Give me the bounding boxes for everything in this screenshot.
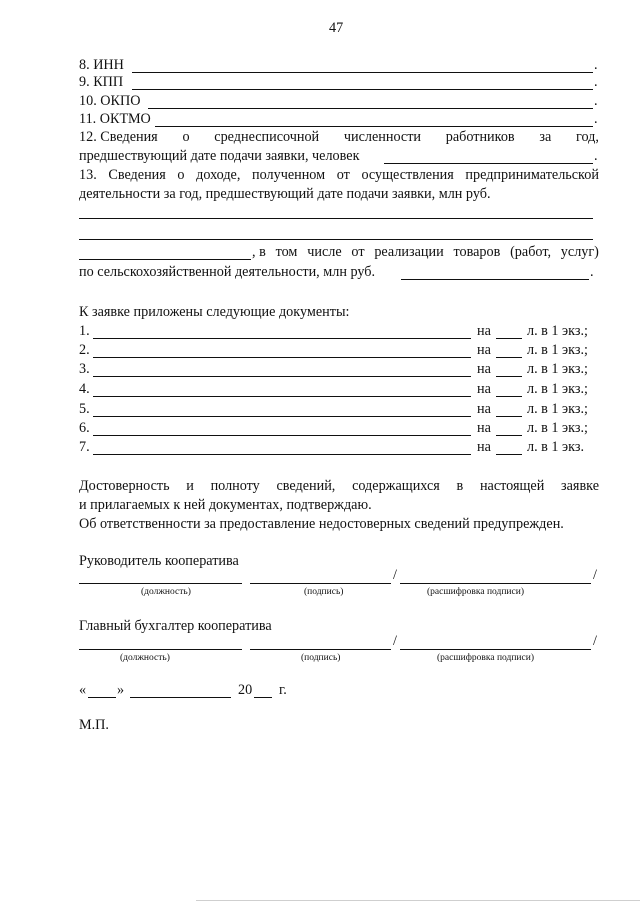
head-slash-2: / (593, 567, 597, 583)
documents-heading: К заявке приложены следующие документы: (79, 304, 350, 320)
accountant-decoding-caption: (расшифровка подписи) (437, 653, 534, 663)
inn-line (132, 72, 593, 73)
kpp-label: 9. КПП (79, 74, 124, 90)
item12-line1: 12. Сведения о среднесписочной численности работников за год, (79, 129, 599, 145)
head-position-line (79, 583, 242, 584)
kpp-line (132, 89, 593, 90)
confirmation-line2: и прилагаемых к ней документах, подтверждаю. (79, 497, 372, 513)
oktmo-period: . (594, 111, 598, 127)
okpo-period: . (594, 93, 598, 109)
oktmo-label: 11. ОКТМО (79, 111, 151, 127)
accountant-signature-line (250, 649, 391, 650)
agri-income-line (401, 279, 589, 280)
head-position-caption: (должность) (141, 587, 191, 597)
accountant-position-caption: (должность) (120, 653, 170, 663)
head-signature-line (250, 583, 391, 584)
item13-line3: , в том числе от реализации товаров (работ, услуг) (252, 244, 599, 260)
income-line-2 (79, 239, 593, 240)
confirmation-line3: Об ответственности за предоставление недостоверных сведений предупрежден. (79, 516, 564, 532)
head-slash-1: / (393, 567, 397, 583)
accountant-decoding-line (400, 649, 591, 650)
employees-line (384, 163, 593, 164)
accountant-title: Главный бухгалтер кооператива (79, 618, 272, 634)
scan-edge (196, 900, 640, 901)
item12-period: . (594, 148, 598, 164)
stamp-place: М.П. (79, 717, 109, 733)
head-title: Руководитель кооператива (79, 553, 239, 569)
okpo-label: 10. ОКПО (79, 93, 141, 109)
page-number: 47 (329, 20, 344, 36)
item12-line2: предшествующий дате подачи заявки, человек (79, 148, 360, 164)
accountant-slash-2: / (593, 633, 597, 649)
inn-label: 8. ИНН (79, 57, 124, 73)
income-line-1 (79, 218, 593, 219)
confirmation-line1: Достоверность и полноту сведений, содержащихся в настоящей заявке (79, 478, 599, 494)
head-decoding-caption: (расшифровка подписи) (427, 587, 524, 597)
head-decoding-line (400, 583, 591, 584)
item13-line2: деятельности за год, предшествующий дате подачи заявки, млн руб. (79, 186, 491, 202)
income-line-3 (79, 259, 251, 260)
head-signature-caption: (подпись) (304, 587, 344, 597)
kpp-period: . (594, 74, 598, 90)
accountant-position-line (79, 649, 242, 650)
item13-period: . (590, 264, 594, 280)
oktmo-line (155, 126, 593, 127)
accountant-slash-1: / (393, 633, 397, 649)
okpo-line (148, 108, 593, 109)
item13-line1: 13. Сведения о доходе, полученном от осуществления предпринимательской (79, 167, 599, 183)
item13-line4: по сельскохозяйственной деятельности, млн руб. (79, 264, 376, 280)
inn-period: . (594, 57, 598, 73)
accountant-signature-caption: (подпись) (301, 653, 341, 663)
